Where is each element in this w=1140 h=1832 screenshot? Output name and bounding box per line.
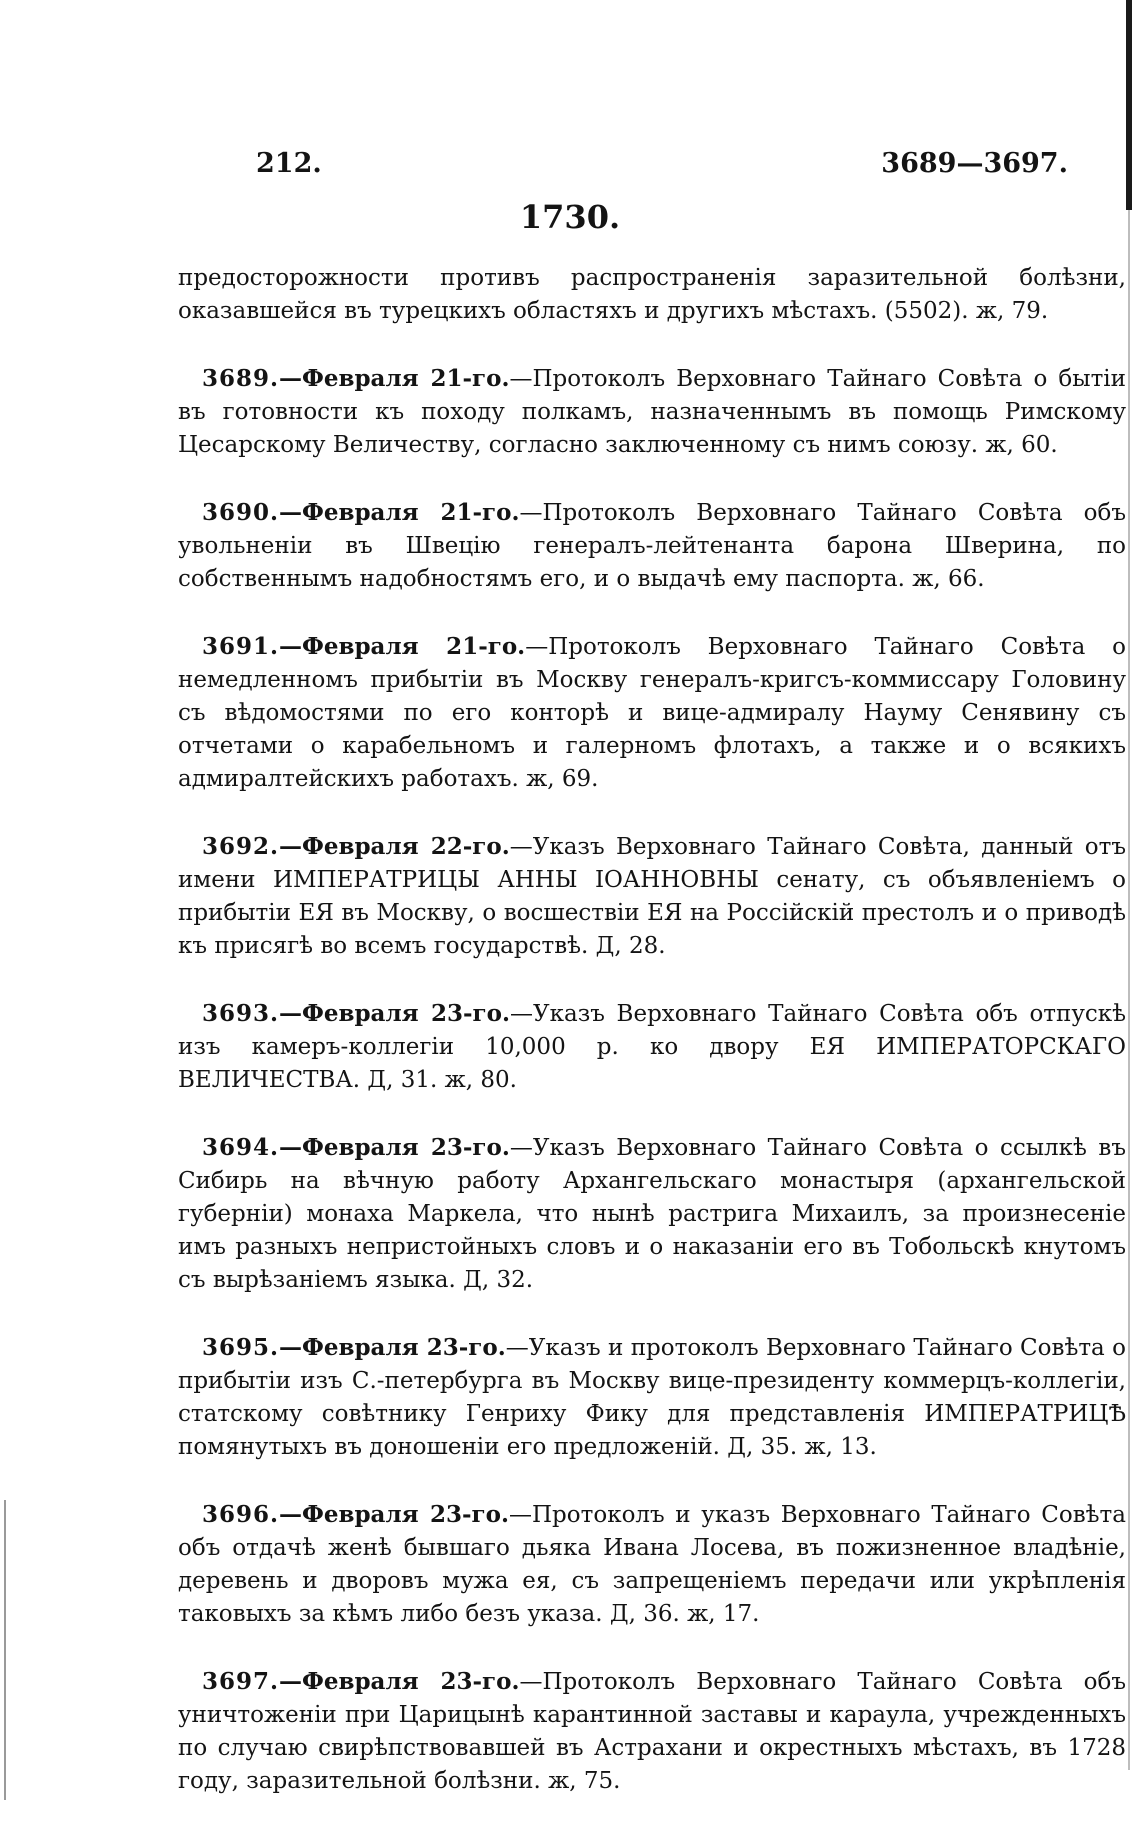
entry-number: 3692. — [202, 833, 280, 860]
page-edge-line-left — [4, 1500, 6, 1800]
entry-number: 3689. — [202, 365, 280, 392]
page-edge-shadow — [1126, 0, 1132, 210]
year-heading: 1730. — [519, 198, 621, 236]
entry-3693 — [178, 997, 1126, 1097]
intro-paragraph: предосторожности противъ распространенія заразительной болѣзни, оказавшейся въ турецкихъ областяхъ и другихъ мѣстахъ. (5502). ж, 79. — [178, 265, 1126, 324]
entry-text: —Указъ Верховнаго Тайнаго Совѣта о ссылкѣ въ Сибирь на вѣчную работу Архангельскаго монастыря (архангельской губерніи) монаха Маркела, что нынѣ растрига Михаилъ, за произнесеніе имъ разныхъ непристойныхъ словъ и о наказаніи его въ Тобольскѣ кнутомъ съ вырѣзаніемъ языка. Д, 32. — [178, 1135, 1126, 1293]
document-body — [178, 262, 1126, 1832]
entry-date: —Февраля 21-го. — [279, 499, 520, 526]
entry-text: —Протоколъ Верховнаго Тайнаго Совѣта объ увольненіи въ Швецію генералъ-лейтенанта барона Шверина, по собственнымъ надобностямъ его, и о выдачѣ ему паспорта. ж, 66. — [178, 500, 1127, 592]
entry-text: —Протоколъ и указъ Верховнаго Тайнаго Совѣта объ отдачѣ женѣ бывшаго дьяка Ивана Лосева, въ пожизненное владѣніе, деревень и дворовъ мужа ея, съ запрещеніемъ передачи или укрѣпленія таковыхъ за кѣмъ либо безъ указа. Д, 36. ж, 17. — [178, 1502, 1126, 1627]
entry-3691 — [178, 630, 1126, 796]
entry-date: —Февраля 23-го. — [279, 1668, 520, 1695]
entry-text: —Протоколъ Верховнаго Тайнаго Совѣта о бытіи въ готовности къ походу полкамъ, назначеннымъ въ помощь Римскому Цесарскому Величеству, согласно заключенному съ нимъ союзу. ж, 60. — [178, 366, 1126, 458]
entry-number: 3695. — [202, 1334, 280, 1361]
entry-number: 3696. — [202, 1501, 280, 1528]
entry-3695 — [178, 1331, 1126, 1464]
entry-3690 — [178, 496, 1126, 596]
entry-text: —Указъ Верховнаго Тайнаго Совѣта объ отпускѣ изъ камеръ-коллегіи 10,000 р. ко двору ЕЯ ИМПЕРАТОРСКАГО ВЕЛИЧЕСТВА. Д, 31. ж, 80. — [178, 1001, 1127, 1093]
entry-text: —Указъ Верховнаго Тайнаго Совѣта, данный отъ имени ИМПЕРАТРИЦЫ АННЫ ІОАННОВНЫ сенату, съ объявленіемъ о прибытіи ЕЯ въ Москву, о восшествіи ЕЯ на Россійскій престолъ и о приводѣ къ присягѣ во всемъ государствѣ. Д, 28. — [178, 834, 1126, 959]
entry-3696 — [178, 1498, 1126, 1631]
entry-date: —Февраля 23-го. — [279, 1334, 506, 1361]
document-range: 3689—3697. — [881, 148, 1068, 179]
entry-3692 — [178, 830, 1126, 963]
entry-date: —Февраля 21-го. — [279, 365, 510, 392]
page-header — [256, 148, 1068, 188]
entry-3689 — [178, 362, 1126, 462]
entry-text: —Протоколъ Верховнаго Тайнаго Совѣта о немедленномъ прибытіи въ Москву генералъ-кригсъ-коммиссару Головину съ вѣдомостями по его конторѣ и вице-адмиралу Науму Сенявину съ отчетами о карабельномъ и галерномъ флотахъ, а также и о всякихъ адмиралтейскихъ работахъ. ж, 69. — [178, 634, 1126, 792]
entry-date: —Февраля 21-го. — [279, 633, 526, 660]
entry-date: —Февраля 23-го. — [279, 1501, 509, 1528]
entry-number: 3693. — [202, 1000, 280, 1027]
entry-number: 3691. — [202, 633, 280, 660]
page-edge-line — [1128, 210, 1130, 1770]
entry-text: —Указъ и протоколъ Верховнаго Тайнаго Совѣта о прибытіи изъ С.-петербурга въ Москву вице-президенту коммерцъ-коллегіи, статскому совѣтнику Генриху Фику для представленія ИМПЕРАТРИЦѢ помянутыхъ въ доношеніи его предложеній. Д, 35. ж, 13. — [178, 1335, 1126, 1460]
entry-date: —Февраля 22-го. — [279, 833, 510, 860]
entry-number: 3690. — [202, 499, 280, 526]
entry-3697 — [178, 1665, 1126, 1798]
entry-3694 — [178, 1131, 1126, 1297]
page-number: 212. — [256, 148, 322, 179]
entry-number: 3694. — [202, 1134, 280, 1161]
entry-date: —Февраля 23-го. — [279, 1134, 510, 1161]
entry-text: —Протоколъ Верховнаго Тайнаго Совѣта объ уничтоженіи при Царицынѣ карантинной заставы и караула, учрежденныхъ по случаю свирѣпствовавшей въ Астрахани и окрестныхъ мѣстахъ, въ 1728 году, заразительной болѣзни. ж, 75. — [178, 1669, 1127, 1794]
entry-number: 3697. — [202, 1668, 280, 1695]
entry-date: —Февраля 23-го. — [279, 1000, 511, 1027]
